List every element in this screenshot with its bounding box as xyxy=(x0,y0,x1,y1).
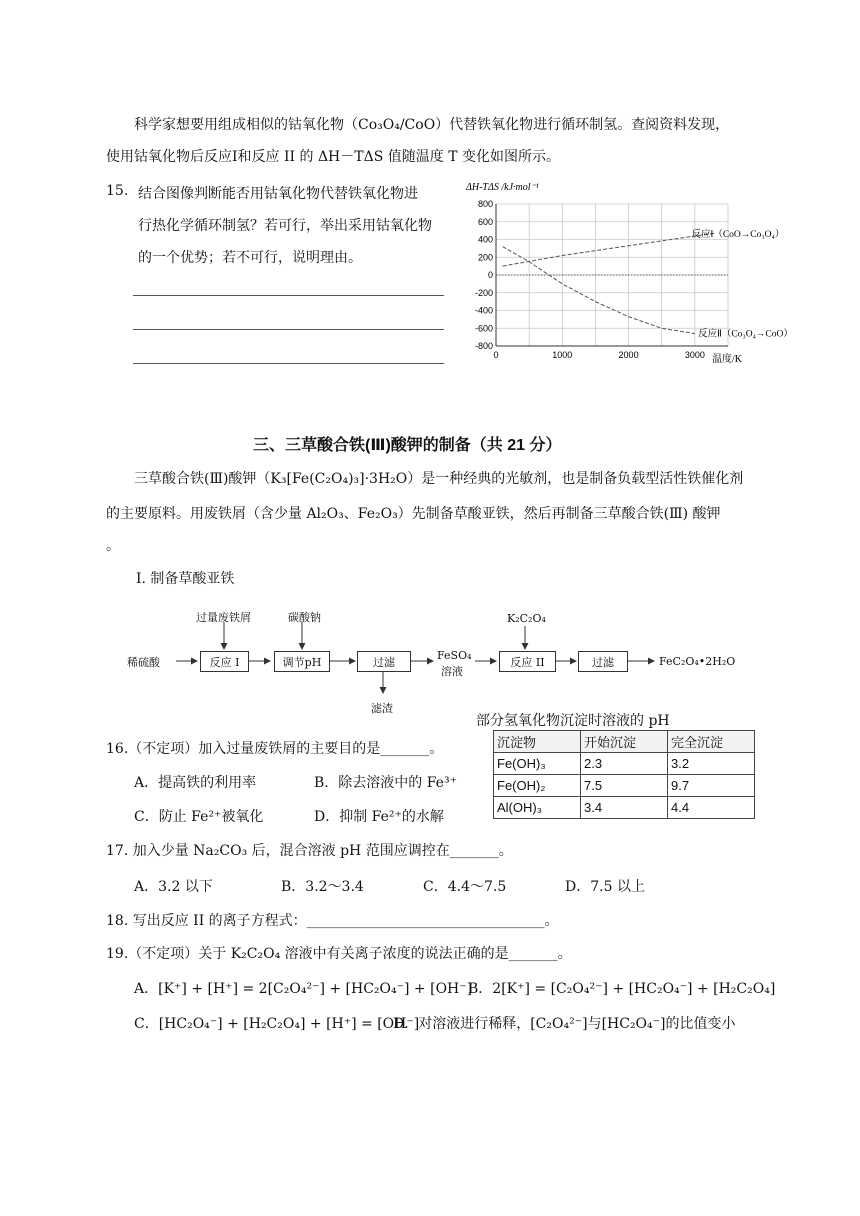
chart-y-tick-label: -800 xyxy=(474,341,493,351)
answer-line-1 xyxy=(133,295,444,296)
chart-y-tick-label: 200 xyxy=(477,252,493,263)
flow-box-filter-2: 过滤 xyxy=(578,651,628,672)
flow-box-filter-1: 过滤 xyxy=(357,651,411,672)
ph-table-header: 开始沉淀 xyxy=(581,731,668,753)
ph-table xyxy=(493,730,755,819)
chart-axes xyxy=(475,199,728,360)
chart-x-tick-label: 2000 xyxy=(618,350,639,360)
ph-table-caption: 部分氢氧化物沉淀时溶液的 pH xyxy=(476,713,670,729)
q16-option-a: A．提高铁的利用率 xyxy=(134,775,257,791)
q19-option-c: C．[HC₂O₄⁻] + [H₂C₂O₄] + [H⁺] = [OH⁻] xyxy=(134,1016,420,1032)
table-cell: 3.2 xyxy=(668,753,755,775)
ph-table-header: 沉淀物 xyxy=(494,731,581,753)
chart-y-tick-label: 0 xyxy=(487,270,493,280)
chart-x-tick-label: 3000 xyxy=(684,350,705,360)
chart-y-tick-label: -200 xyxy=(474,287,493,298)
flow-box-reaction-1: 反应 Ⅰ xyxy=(200,651,249,672)
chart-y-tick-label: -600 xyxy=(474,323,493,334)
q15-number: 15. xyxy=(106,183,129,199)
chart-y-tick-label: -400 xyxy=(474,305,493,316)
section-title: 三、三草酸合铁(Ⅲ)酸钾的制备（共 21 分） xyxy=(253,437,562,454)
table-cell: 4.4 xyxy=(668,797,755,819)
flow-intermediate-feso4: FeSO₄ xyxy=(437,649,472,662)
chart-series-label: 反应Ⅱ（Co₃O₄→CoO） xyxy=(698,329,793,340)
q19-stem: 19.（不定项）关于 K₂C₂O₄ 溶液中有关离子浓度的说法正确的是_______。 xyxy=(106,946,572,962)
flow-input-dilute-acid: 稀硫酸 xyxy=(127,656,160,669)
q18-stem: 18. 写出反应 II 的离子方程式：__________________________________。 xyxy=(106,913,559,929)
table-cell: Fe(OH)₃ xyxy=(494,753,581,775)
section-paragraph-line-2: 的主要原料。用废铁屑（含少量 Al₂O₃、Fe₂O₃）先制备草酸亚铁，然后再制备三草酸合铁(Ⅲ) 酸钾 xyxy=(106,506,721,522)
chart-series-label: 反应Ⅰ（CoO→Co₃O₄） xyxy=(691,230,785,241)
q17-option-c: C．4.4～7.5 xyxy=(423,879,507,895)
table-row xyxy=(494,797,755,819)
table-cell: Fe(OH)₂ xyxy=(494,775,581,797)
chart-x-tick-label: 1000 xyxy=(552,350,573,360)
flow-box-adjust-ph: 调节pH xyxy=(274,651,330,672)
intro-line-2: 使用钴氧化物后反应Ⅰ和反应 II 的 ΔH－TΔS 值随温度 T 变化如图所示。 xyxy=(106,149,560,165)
q16-option-b: B．除去溶液中的 Fe³⁺ xyxy=(314,775,457,791)
chart-grid xyxy=(496,204,728,346)
q19-option-d: D．对溶液进行稀释，[C₂O₄²⁻]与[HC₂O₄⁻]的比值变小 xyxy=(393,1016,736,1032)
chart-x-tick-label: 0 xyxy=(493,350,499,360)
answer-line-3 xyxy=(133,363,444,364)
q15-line-2: 行热化学循环制氢？若可行，举出采用钴氧化物 xyxy=(138,218,432,234)
chart-series-line xyxy=(503,247,695,334)
q16-option-c: C．防止 Fe²⁺被氧化 xyxy=(134,809,264,825)
chart-series xyxy=(503,228,793,339)
chart-y-tick-label: 600 xyxy=(477,216,493,227)
section-paragraph-line-1: 三草酸合铁(Ⅲ)酸钾（K₃[Fe(C₂O₄)₃]·3H₂O）是一种经典的光敏剂，也是制备负载型活性铁催化剂 xyxy=(134,471,744,487)
subsection-heading: Ⅰ. 制备草酸亚铁 xyxy=(136,571,235,587)
flow-intermediate-solution: 溶液 xyxy=(441,665,463,678)
table-row xyxy=(494,775,755,797)
q19-option-a: A．[K⁺] + [H⁺] = 2[C₂O₄²⁻] + [HC₂O₄⁻] + [OH⁻] xyxy=(134,981,473,997)
q17-option-d: D．7.5 以上 xyxy=(565,879,645,895)
delta-g-chart xyxy=(460,178,793,373)
table-cell: 2.3 xyxy=(581,753,668,775)
q17-option-a: A．3.2 以下 xyxy=(134,879,213,895)
chart-ylabel: ΔH-TΔS /kJ·mol⁻¹ xyxy=(466,182,539,193)
table-row xyxy=(494,753,755,775)
flow-add-iron-filings: 过量废铁屑 xyxy=(196,611,251,624)
flow-residue: 滤渣 xyxy=(371,702,393,715)
ph-table-header: 完全沉淀 xyxy=(668,731,755,753)
q15-line-1: 结合图像判断能否用钴氧化物代替铁氧化物进 xyxy=(138,186,418,202)
chart-series-line xyxy=(503,233,715,266)
chart-xlabel: 温度/K xyxy=(712,354,742,365)
ph-table-header-row xyxy=(494,731,755,753)
flow-box-reaction-2: 反应 II xyxy=(499,651,556,672)
q16-option-d: D．抑制 Fe²⁺的水解 xyxy=(314,809,444,825)
table-cell: 3.4 xyxy=(581,797,668,819)
chart-y-tick-label: 400 xyxy=(477,234,493,245)
chart-y-tick-label: 800 xyxy=(477,199,493,209)
table-cell: Al(OH)₃ xyxy=(494,797,581,819)
q15-line-3: 的一个优势；若不可行，说明理由。 xyxy=(138,250,362,266)
q16-stem: 16.（不定项）加入过量废铁屑的主要目的是_______。 xyxy=(106,741,444,757)
table-cell: 7.5 xyxy=(581,775,668,797)
answer-line-2 xyxy=(133,329,444,330)
flow-output-product: FeC₂O₄•2H₂O xyxy=(659,655,736,668)
intro-line-1: 科学家想要用组成相似的钴氧化物（Co₃O₄/CoO）代替铁氧化物进行循环制氢。查阅资料发现， xyxy=(134,117,730,133)
q17-option-b: B．3.2～3.4 xyxy=(281,879,364,895)
q19-option-b: B．2[K⁺] = [C₂O₄²⁻] + [HC₂O₄⁻] + [H₂C₂O₄] xyxy=(468,981,776,997)
q17-stem: 17. 加入少量 Na₂CO₃ 后，混合溶液 pH 范围应调控在_______。 xyxy=(106,843,513,859)
section-paragraph-line-3: 。 xyxy=(106,538,120,554)
table-cell: 9.7 xyxy=(668,775,755,797)
flow-add-sodium-carbonate: 碳酸钠 xyxy=(288,611,321,624)
flow-add-k2c2o4: K₂C₂O₄ xyxy=(507,612,546,625)
